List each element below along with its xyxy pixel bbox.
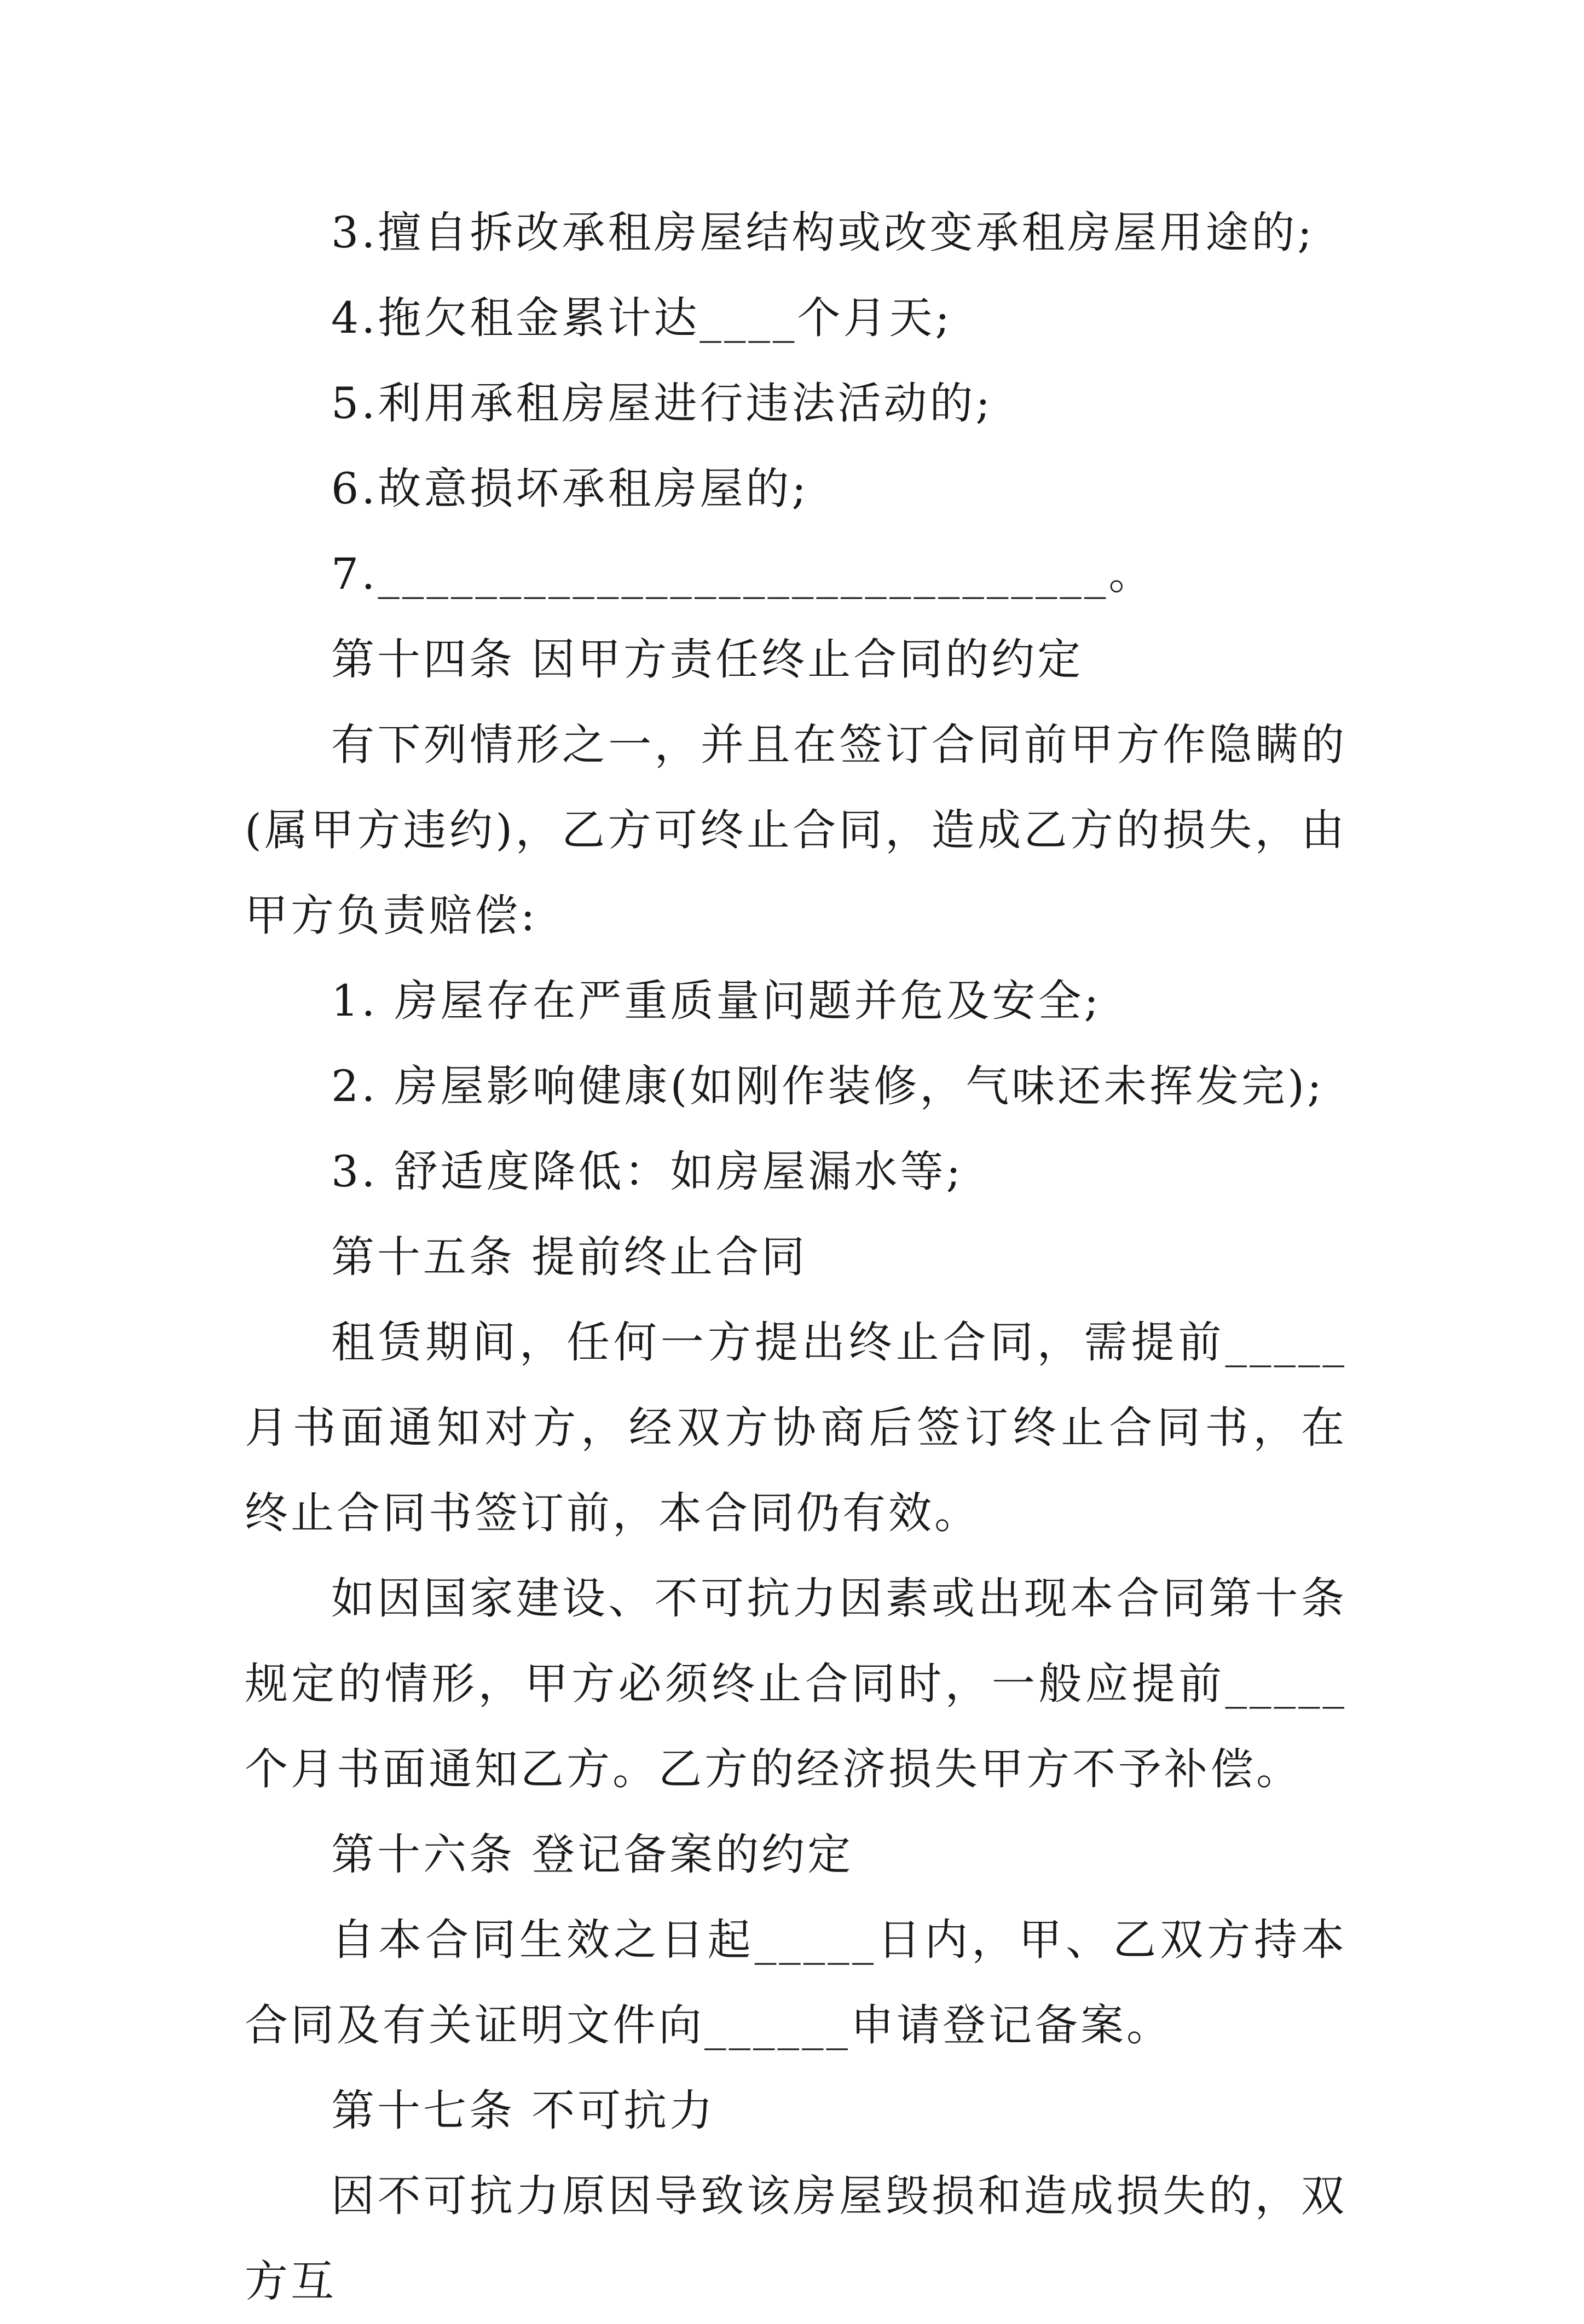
clause-item-3: 3.擅自拆改承租房屋结构或改变承租房屋用途的; [331,207,1315,258]
article-15-body-1: 租赁期间，任何一方提出终止合同，需提前_____月书面通知对方，经双方协商后签订终止合同书，在终止合同书签订前，本合同仍有效。 [245,1317,1347,1538]
article-15-body-2: 如因国家建设、不可抗力因素或出现本合同第十条规定的情形，甲方必须终止合同时，一般应提前_____个月书面通知乙方。乙方的经济损失甲方不予补偿。 [245,1573,1347,1794]
article-14-item-2: 2. 房屋影响健康(如刚作装修，气味还未挥发完); [331,1061,1325,1111]
clause-item-5: 5.利用承租房屋进行违法活动的; [331,378,993,428]
clause-item-4: 4.拖欠租金累计达____个月天; [331,293,952,343]
clause-item-6: 6.故意损坏承租房屋的; [331,463,809,514]
article-14-body: 有下列情形之一，并且在签订合同前甲方作隐瞒的(属甲方违约)，乙方可终止合同，造成乙方的损失，由甲方负责赔偿: [245,720,1347,941]
clause-item-7: 7.______________________________。 [331,549,1155,599]
document-body [245,190,1347,2324]
article-14-heading: 第十四条 因甲方责任终止合同的约定 [331,634,1084,685]
article-14-item-3: 3. 舒适度降低：如房屋漏水等; [331,1146,964,1197]
article-17-body: 因不可抗力原因导致该房屋毁损和造成损失的，双方互 [245,2171,1347,2306]
article-14-item-1: 1. 房屋存在严重质量问题并危及安全; [331,976,1102,1026]
article-16-body: 自本合同生效之日起_____日内，甲、乙双方持本合同及有关证明文件向______申请登记备案。 [245,1915,1347,2050]
article-16-heading: 第十六条 登记备案的约定 [331,1829,854,1880]
article-15-heading: 第十五条 提前终止合同 [331,1232,808,1282]
article-17-heading: 第十七条 不可抗力 [331,2085,716,2136]
